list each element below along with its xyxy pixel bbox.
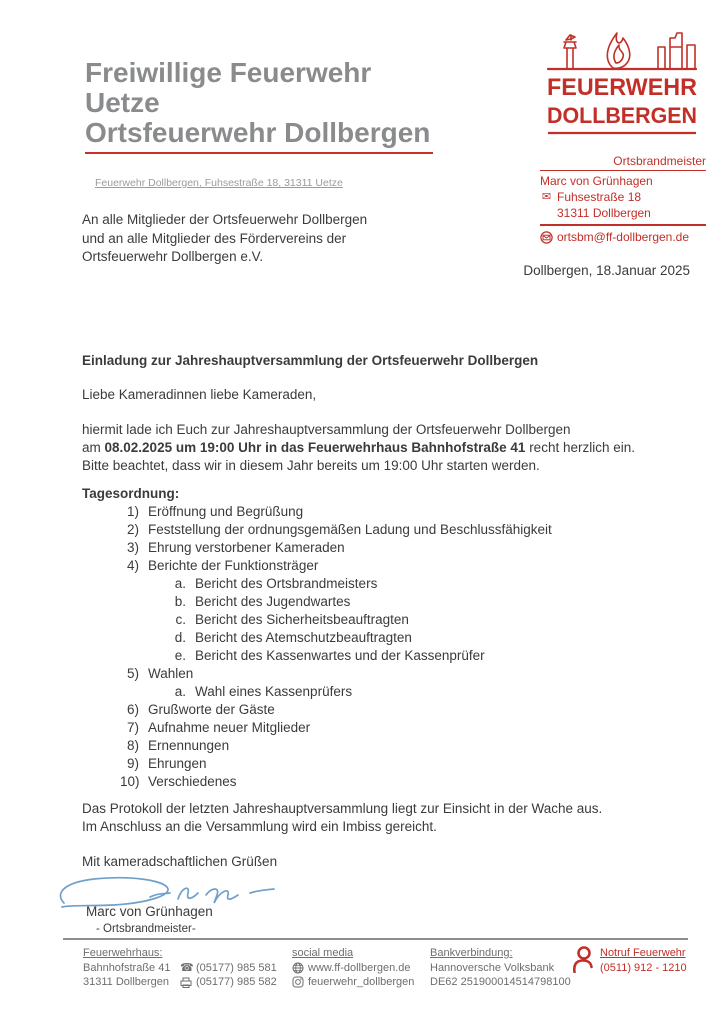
logo-word2: DOLLBERGEN <box>547 103 697 128</box>
footer-website: www.ff-dollbergen.de <box>308 961 411 974</box>
footer <box>0 938 724 1008</box>
page-title <box>85 58 433 154</box>
phone-icon: ☎ <box>180 961 194 974</box>
salutation: Liebe Kameradinnen liebe Kameraden, <box>82 387 317 402</box>
agenda-item: 10) Verschiedenes <box>120 774 237 789</box>
contact-block <box>540 153 706 245</box>
agenda-title: Tagesordnung: <box>82 486 180 501</box>
footer-house <box>83 946 170 990</box>
agenda-subitem: d. Bericht des Atemschutzbeauftragten <box>174 630 412 645</box>
signer-role: - Ortsbrandmeister- <box>96 923 196 935</box>
agenda-list <box>82 503 662 791</box>
footer-house-heading: Feuerwehrhaus: <box>83 947 163 959</box>
footer-social <box>292 946 414 990</box>
intro-paragraph <box>82 421 662 475</box>
note-line1: Das Protokoll der letzten Jahreshauptversammlung liegt zur Einsicht in der Wache aus. <box>82 801 603 816</box>
agenda-item: 8) Ernennungen <box>126 738 230 753</box>
intro-bold-date: 08.02.2025 um 19:00 Uhr in das Feuerwehrhaus Bahnhofstraße 41 <box>104 440 526 455</box>
contact-email: ortsbm@ff-dollbergen.de <box>557 230 690 244</box>
sender-address-line: Feuerwehr Dollbergen, Fuhsestraße 18, 31311 Uetze <box>95 177 343 189</box>
letter-body <box>82 352 662 935</box>
date-line: Dollbergen, 18.Januar 2025 <box>523 263 690 278</box>
recipient-line: und an alle Mitglieder des Fördervereins der <box>82 230 347 246</box>
agenda-item: 1) Eröffnung und Begrüßung <box>126 504 304 519</box>
title-line2: Ortsfeuerwehr Dollbergen <box>85 117 431 148</box>
footer-phones <box>180 946 277 990</box>
envelope-icon: ✉ <box>541 191 552 203</box>
footer-emergency <box>572 946 687 975</box>
subject-line: Einladung zur Jahreshauptversammlung der Ortsfeuerwehr Dollbergen <box>82 353 539 368</box>
emergency-phone-icon <box>572 946 594 973</box>
instagram-icon <box>292 976 305 988</box>
intro-line2: am 08.02.2025 um 19:00 Uhr in das Feuerwehrhaus Bahnhofstraße 41 recht herzlich ein. <box>82 440 635 455</box>
footer-divider <box>63 938 688 940</box>
footer-fax-number: (05177) 985 582 <box>196 976 277 988</box>
agenda-item: 2) Feststellung der ordnungsgemäßen Ladung und Beschlussfähigkeit <box>126 522 552 537</box>
agenda-item: 5) Wahlen <box>126 666 194 681</box>
title-line1: Freiwillige Feuerwehr Uetze <box>85 57 372 118</box>
agenda-subitem: e. Bericht des Kassenwartes und der Kassenprüfer <box>174 648 485 663</box>
agenda-item: 7) Aufnahme neuer Mitglieder <box>126 720 311 735</box>
footer-bank <box>430 946 571 990</box>
emergency-number: (0511) 912 - 1210 <box>600 961 687 974</box>
emergency-label: Notruf Feuerwehr <box>600 947 686 959</box>
intro-line3: Bitte beachtet, dass wir in diesem Jahr bereits um 19:00 Uhr starten werden. <box>82 458 540 473</box>
signature-block <box>82 873 662 935</box>
recipient-line: Ortsfeuerwehr Dollbergen e.V. <box>82 249 264 264</box>
footer-social-heading: social media <box>292 947 354 959</box>
contact-name: Marc von Grünhagen <box>540 174 653 188</box>
intro-line1: hiermit lade ich Euch zur Jahreshauptversammlung der Ortsfeuerwehr Dollbergen <box>82 422 571 437</box>
logo-word1: FEUERWEHR <box>547 74 697 101</box>
fax-icon <box>180 977 193 988</box>
logo-graphic <box>542 26 702 140</box>
contact-street: Fuhsestraße 18 <box>557 190 642 204</box>
note-paragraph <box>82 800 662 836</box>
note-line2: Im Anschluss an die Versammlung wird ein Imbiss gereicht. <box>82 819 437 834</box>
agenda-item: 3) Ehrung verstorbener Kameraden <box>126 540 345 555</box>
recipient-line: An alle Mitglieder der Ortsfeuerwehr Dollbergen <box>82 212 368 227</box>
footer-bank-name: Hannoversche Volksbank <box>430 961 555 974</box>
contact-city: 31311 Dollbergen <box>557 206 651 220</box>
footer-phone-number: (05177) 985 581 <box>196 961 277 974</box>
closing-line: Mit kameradschaftlichen Grüßen <box>82 854 278 869</box>
contact-role: Ortsbrandmeister <box>540 153 706 171</box>
agenda-item: 6) Grußworte der Gäste <box>126 702 275 717</box>
email-icon <box>540 231 553 244</box>
recipient-block <box>82 211 367 267</box>
agenda-item: 4) Berichte der Funktionsträger <box>126 558 319 573</box>
footer-bank-heading: Bankverbindung: <box>430 947 513 959</box>
globe-icon <box>292 962 305 974</box>
footer-house-city: 31311 Dollbergen <box>83 976 170 988</box>
footer-instagram: feuerwehr_dollbergen <box>308 976 415 988</box>
agenda-subitem: c. Bericht des Sicherheitsbeauftragten <box>175 612 409 627</box>
agenda-subitem: a. Bericht des Ortsbrandmeisters <box>174 576 378 591</box>
agenda-item: 9) Ehrungen <box>126 756 207 771</box>
signer-name: Marc von Grünhagen <box>86 904 213 919</box>
footer-house-street: Bahnhofstraße 41 <box>83 961 171 974</box>
agenda-subitem: a. Wahl eines Kassenprüfers <box>174 684 353 699</box>
feuerwehr-dollbergen-logo <box>542 26 702 140</box>
agenda-subitem: b. Bericht des Jugendwartes <box>174 594 351 609</box>
footer-bank-iban: DE62 251900014514798100 <box>430 976 571 988</box>
